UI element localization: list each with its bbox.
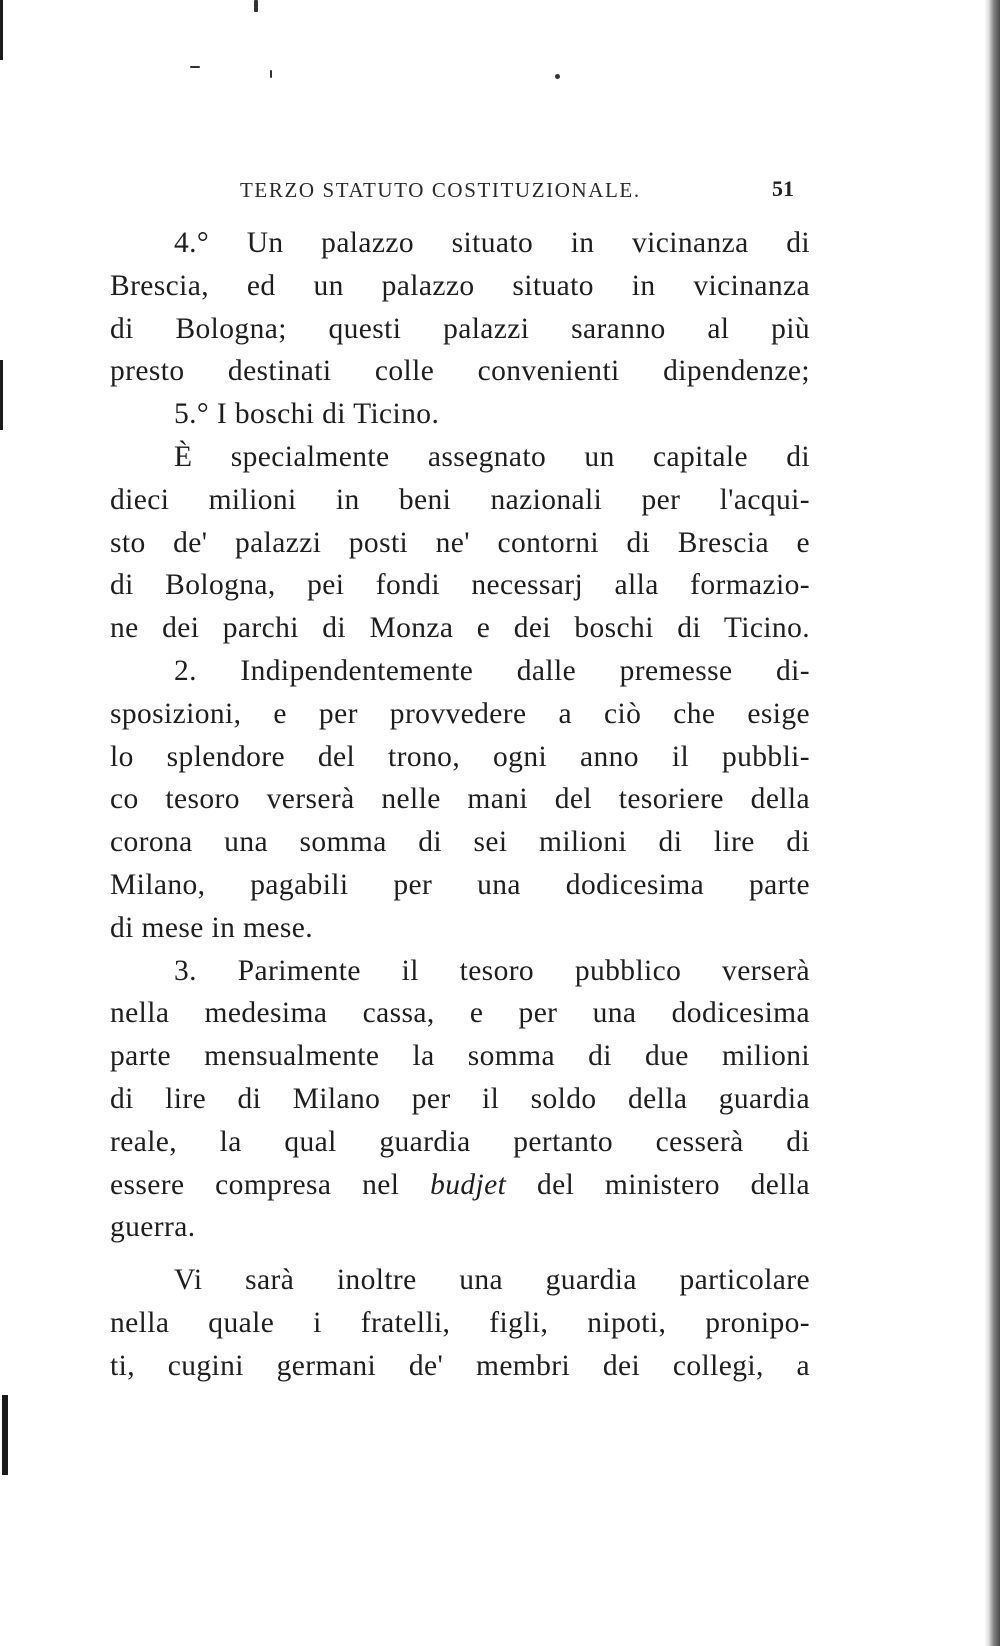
scan-speck — [270, 70, 272, 78]
text-line: 5.° I boschi di Ticino. — [174, 398, 440, 431]
text-line: Vi sarà inoltre una guardia particolare — [174, 1264, 810, 1297]
scan-speck — [254, 0, 258, 12]
text-line: sto de' palazzi posti ne' contorni di Brescia e — [110, 526, 810, 559]
text-line: sposizioni, e per provvedere a ciò che esige — [110, 697, 810, 730]
scan-edge-mark-mid — [0, 360, 3, 430]
text-segment: del ministero della — [536, 1168, 810, 1201]
scan-speck — [555, 74, 560, 79]
text-line: dieci milioni in beni nazionali per l'acqui- — [110, 483, 810, 516]
text-line: di lire di Milano per il soldo della guardia — [110, 1082, 810, 1115]
text-line: co tesoro verserà nelle mani del tesoriere della — [110, 783, 810, 816]
body-text — [110, 222, 810, 1388]
running-title: TERZO STATUTO COSTITUZIONALE. — [240, 178, 641, 202]
text-line: nella medesima cassa, e per una dodicesima — [110, 997, 810, 1030]
text-line: di mese in mese. — [110, 911, 314, 944]
scan-edge-mark-low — [2, 1395, 8, 1475]
text-line: guerra. — [110, 1211, 196, 1244]
text-segment: essere compresa nel — [110, 1168, 400, 1201]
scan-speck — [190, 66, 200, 68]
page-number: 51 — [772, 176, 794, 201]
paragraph-gap — [110, 1249, 810, 1259]
text-line: lo splendore del trono, ogni anno il pubbli- — [110, 740, 810, 773]
text-line: 2. Indipendentemente dalle premesse di- — [174, 654, 810, 687]
text-line: di Bologna; questi palazzi saranno al più — [110, 312, 810, 345]
text-line: nella quale i fratelli, figli, nipoti, pronipo- — [110, 1306, 810, 1339]
text-line: Brescia, ed un palazzo situato in vicinanza — [110, 269, 810, 302]
scan-edge-shadow — [984, 0, 1000, 1646]
text-line: Milano, pagabili per una dodicesima parte — [110, 868, 810, 901]
text-line: reale, la qual guardia pertanto cesserà di — [110, 1125, 810, 1158]
scan-edge-mark-top — [0, 0, 3, 60]
italic-term: budjet — [430, 1168, 507, 1201]
text-line: ti, cugini germani de' membri dei collegi, a — [110, 1349, 810, 1382]
text-line: presto destinati colle convenienti dipendenze; — [110, 355, 810, 388]
text-line: parte mensualmente la somma di due milioni — [110, 1040, 810, 1073]
text-line: di Bologna, pei fondi necessarj alla formazio- — [110, 569, 810, 602]
text-line: 3. Parimente il tesoro pubblico verserà — [174, 954, 810, 987]
text-line — [110, 1164, 810, 1207]
text-line: 4.° Un palazzo situato in vicinanza di — [174, 227, 810, 259]
text-line: corona una somma di sei milioni di lire di — [110, 826, 810, 859]
text-line: ne dei parchi di Monza e dei boschi di Ticino. — [110, 612, 810, 645]
text-line: È specialmente assegnato un capitale di — [174, 440, 810, 473]
